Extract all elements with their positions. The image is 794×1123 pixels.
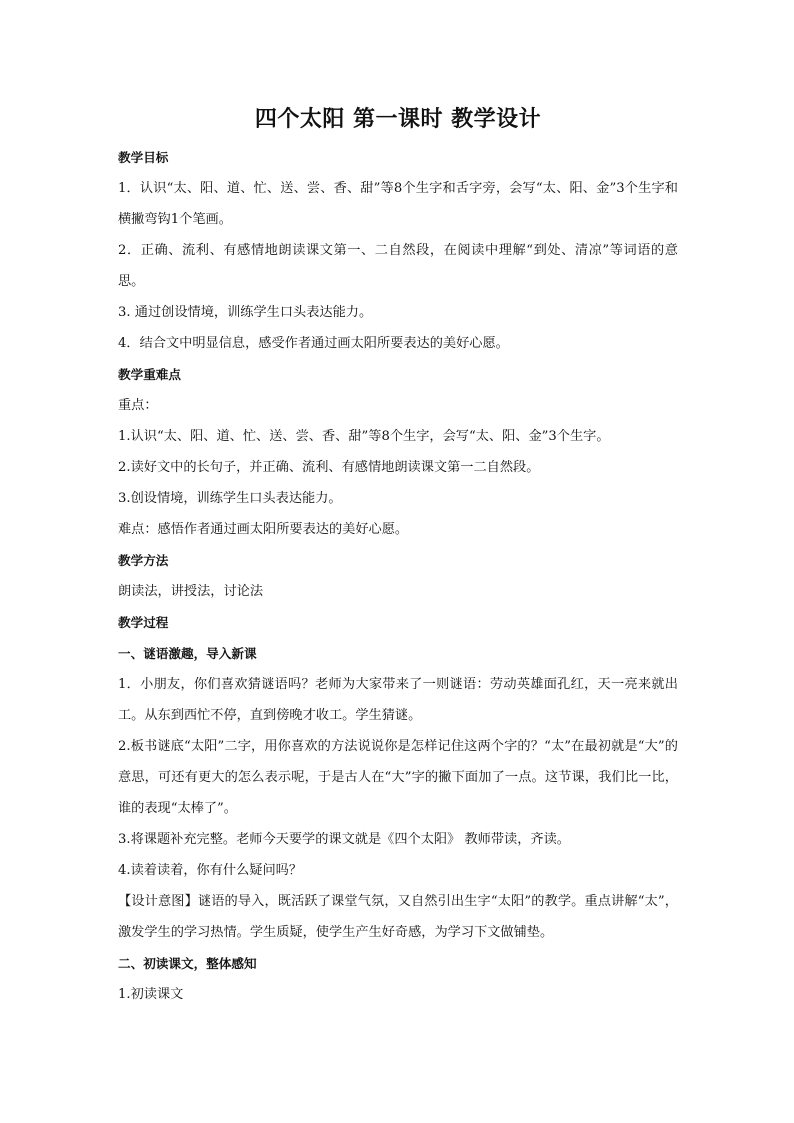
goal-item-4: 4．结合文中明显信息，感受作者通过画太阳所要表达的美好心愿。 [118, 336, 509, 351]
process-part-2-heading: 二、初读课文，整体感知 [118, 956, 257, 971]
process-part-1-heading: 一、谜语激趣，导入新课 [118, 646, 257, 661]
goal-item-3: 3. 通过创设情境，训练学生口头表达能力。 [118, 305, 373, 320]
design-intent-note: 【设计意图】谜语的导入，既活跃了课堂气氛，又自然引出生字“太阳”的教学。重点讲解“太”，激发学生的学习热情。学生质疑，使学生产生好奇感，为学习下文做铺垫。 [118, 894, 678, 940]
key-point-1: 1.认识“太、阳、道、忙、送、尝、香、甜”等8个生字，会写“太、阳、金”3个生字。 [118, 429, 610, 444]
section-heading-process: 教学过程 [118, 615, 169, 630]
key-point-2: 2.读好文中的长句子，并正确、流利、有感情地朗读课文第一二自然段。 [118, 460, 540, 475]
difficulty-point: 难点：感悟作者通过画太阳所要表达的美好心愿。 [118, 522, 409, 537]
section-heading-key-points: 教学重难点 [118, 367, 181, 382]
key-point-3: 3.创设情境，训练学生口头表达能力。 [118, 491, 342, 506]
document-title: 四个太阳 第一课时 教学设计 [254, 107, 542, 132]
process-part-1-item-2: 2.板书谜底“太阳”二字，用你喜欢的方法说说你是怎样记住这两个字的？“太”在最初就是“大”的意思，可还有更大的怎么表示呢，于是古人在“大”字的撇下面加了一点。这节课，我们比一比，谁的表现“太棒了”。 [118, 739, 678, 816]
process-part-1-item-1: 1．小朋友，你们喜欢猜谜语吗？老师为大家带来了一则谜语：劳动英雄面孔红，天一亮来就出工。从东到西忙不停，直到傍晚才收工。学生猜谜。 [118, 677, 678, 723]
process-part-1-item-4: 4.读着读着，你有什么疑问吗？ [118, 863, 303, 878]
key-points-label: 重点： [118, 398, 158, 413]
process-part-2-item-1: 1.初读课文 [118, 987, 184, 1002]
document-page [118, 104, 678, 1010]
section-heading-goals: 教学目标 [118, 150, 169, 165]
process-part-1-item-3: 3.将课题补充完整。老师今天要学的课文就是《四个太阳》 教师带读，齐读。 [118, 832, 570, 847]
section-heading-methods: 教学方法 [118, 553, 169, 568]
goal-item-1: 1．认识“太、阳、道、忙、送、尝、香、甜”等8个生字和舌字旁，会写“太、阳、金”3个生字和横撇弯钩1个笔画。 [118, 181, 678, 227]
goal-item-2: 2．正确、流利、有感情地朗读课文第一、二自然段，在阅读中理解“到处、清凉”等词语的意思。 [118, 243, 678, 289]
methods-text: 朗读法，讲授法，讨论法 [118, 584, 264, 599]
